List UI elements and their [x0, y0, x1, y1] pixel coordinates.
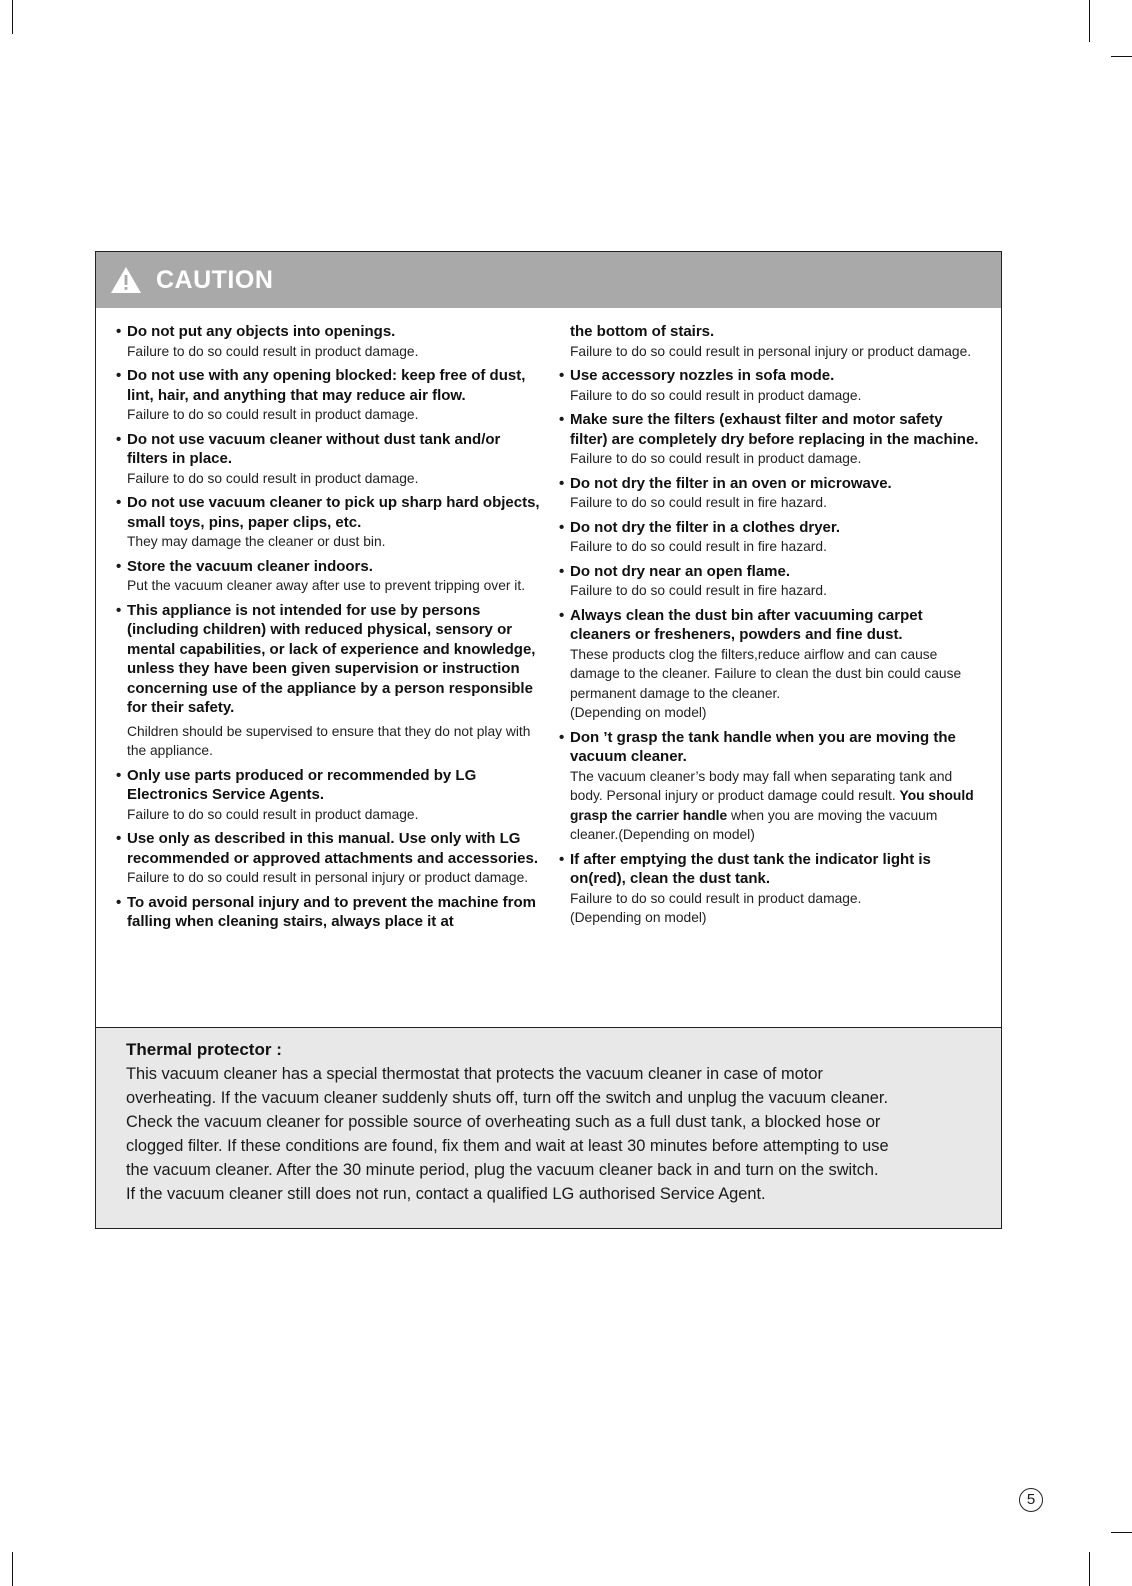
caution-item — [114, 557, 544, 596]
crop-mark — [1111, 56, 1132, 57]
caution-item-heading: • Do not use vacuum cleaner to pick up sharp hard objects, small toys, pins, paper clips, etc. — [127, 494, 540, 531]
thermal-line: Check the vacuum cleaner for possible source of overheating such as a full dust tank, a blocked hose or — [126, 1113, 881, 1131]
caution-item-model-note: (Depending on model) — [570, 910, 707, 925]
caution-item — [557, 562, 982, 601]
caution-item-note: Failure to do so could result in fire hazard. — [570, 539, 827, 554]
caution-item-heading: • Do not use with any opening blocked: keep free of dust, lint, hair, and anything that may reduce air flow. — [127, 367, 526, 404]
caution-item-heading: • Make sure the filters (exhaust filter and motor safety filter) are completely dry before replacing in the machine. — [570, 411, 979, 448]
caution-item-note: They may damage the cleaner or dust bin. — [127, 534, 386, 549]
thermal-heading: Thermal protector : — [126, 1040, 282, 1059]
caution-item — [114, 893, 544, 932]
caution-item-model-note: (Depending on model) — [570, 705, 707, 720]
caution-item-note-text: The vacuum cleaner’s body may fall when separating tank and body. Personal injury or product damage could result. — [570, 768, 953, 803]
caution-item-note: Failure to do so could result in product damage. — [127, 343, 419, 359]
caution-item-note: Failure to do so could result in fire hazard. — [570, 583, 827, 598]
caution-item-heading: • Use accessory nozzles in sofa mode. — [570, 367, 835, 384]
thermal-line: overheating. If the vacuum cleaner suddenly shuts off, turn off the switch and unplug the vacuum cleaner. — [126, 1089, 889, 1107]
caution-item-note: Put the vacuum cleaner away after use to prevent tripping over it. — [127, 578, 526, 593]
caution-item-heading: • Do not dry the filter in an oven or microwave. — [570, 474, 892, 492]
thermal-line: This vacuum cleaner has a special thermostat that protects the vacuum cleaner in case of motor — [126, 1065, 823, 1083]
caution-item-note-tail: when you are moving the vacuum cleaner.(Depending on model) — [570, 807, 938, 842]
caution-item — [114, 430, 544, 489]
caution-item — [114, 829, 544, 888]
caution-item-note: Failure to do so could result in product damage. — [570, 451, 862, 466]
caution-item-heading: • Use only as described in this manual. Use only with LG recommended or approved attachments and accessories. — [127, 830, 538, 867]
caution-item-note: Failure to do so could result in product damage. — [127, 470, 419, 486]
crop-mark — [1089, 1552, 1090, 1586]
caution-item-note: Failure to do so could result in product damage. — [127, 806, 419, 822]
caution-item-note — [570, 767, 982, 845]
crop-mark — [1089, 0, 1090, 42]
caution-item-heading: • Do not put any objects into openings. — [127, 323, 396, 340]
caution-item — [557, 518, 982, 557]
caution-item-heading: • Always clean the dust bin after vacuuming carpet cleaners or fresheners, powders and fine dust. — [570, 606, 923, 643]
caution-item-heading: • If after emptying the dust tank the indicator light is on(red), clean the dust tank. — [570, 850, 931, 887]
caution-item-heading: • Do not use vacuum cleaner without dust tank and/or filters in place. — [127, 430, 501, 467]
caution-right-column — [557, 322, 982, 933]
caution-item-heading: • Store the vacuum cleaner indoors. — [127, 557, 373, 575]
thermal-line: clogged filter. If these conditions are found, fix them and wait at least 30 minutes before attempting to use — [126, 1137, 889, 1155]
caution-item — [114, 493, 544, 552]
caution-left-column — [114, 322, 544, 937]
caution-item-note: Failure to do so could result in product damage. — [570, 890, 862, 906]
caution-item — [557, 850, 982, 928]
caution-banner — [96, 252, 1001, 308]
caution-item-note: Failure to do so could result in personal injury or product damage. — [127, 870, 529, 885]
caution-item-note: Failure to do so could result in fire hazard. — [570, 495, 827, 510]
caution-item — [557, 474, 982, 513]
crop-mark — [12, 1552, 13, 1586]
caution-item — [557, 728, 982, 845]
caution-item-heading: • Do not dry the filter in a clothes dryer. — [570, 518, 841, 536]
caution-item — [557, 606, 982, 723]
caution-item-heading: • Do not dry near an open flame. — [570, 562, 791, 580]
warning-icon — [110, 266, 142, 294]
caution-item — [114, 601, 544, 761]
caution-item — [557, 410, 982, 469]
caution-item — [114, 366, 544, 425]
crop-mark — [12, 0, 13, 34]
thermal-protector-box — [96, 1027, 1001, 1228]
caution-item-note: Failure to do so could result in personal injury or product damage. — [570, 343, 972, 359]
caution-item-note: These products clog the filters,reduce airflow and can cause damage to the cleaner. Failure to clean the dust bin could cause permanent damage to the cleaner. — [570, 646, 962, 701]
caution-item-note-emphasis: You should grasp the carrier handle — [570, 788, 974, 823]
caution-item — [557, 322, 982, 361]
caution-item — [557, 366, 982, 405]
caution-title: CAUTION — [156, 265, 274, 294]
caution-item-heading: • To avoid personal injury and to prevent the machine from falling when cleaning stairs, always place it at — [127, 893, 536, 930]
caution-item-note: Children should be supervised to ensure that they do not play with the appliance. — [127, 723, 531, 758]
caution-item — [114, 766, 544, 825]
caution-item-note: Failure to do so could result in product damage. — [570, 387, 862, 403]
caution-item-heading: • Only use parts produced or recommended by LG Electronics Service Agents. — [127, 766, 477, 803]
caution-item-note: Failure to do so could result in product damage. — [127, 407, 419, 422]
caution-item — [114, 322, 544, 361]
thermal-line: the vacuum cleaner. After the 30 minute period, plug the vacuum cleaner back in and turn on the switch. — [126, 1161, 879, 1179]
caution-item-heading: • Don ’t grasp the tank handle when you are moving the vacuum cleaner. — [570, 728, 956, 765]
crop-mark — [1111, 1532, 1132, 1533]
caution-panel — [95, 251, 1002, 1229]
caution-item-heading: the bottom of stairs. — [570, 323, 715, 340]
caution-item-heading: • This appliance is not intended for use by persons (including children) with reduced physical, sensory or mental capabilities, or lack of experience and knowledge, unless they have been given supervision or instruction concerning use of the appliance by a person responsible for their safety. — [127, 601, 536, 716]
page-number: 5 — [1019, 1488, 1043, 1512]
thermal-line: If the vacuum cleaner still does not run, contact a qualified LG authorised Service Agent. — [126, 1185, 766, 1203]
